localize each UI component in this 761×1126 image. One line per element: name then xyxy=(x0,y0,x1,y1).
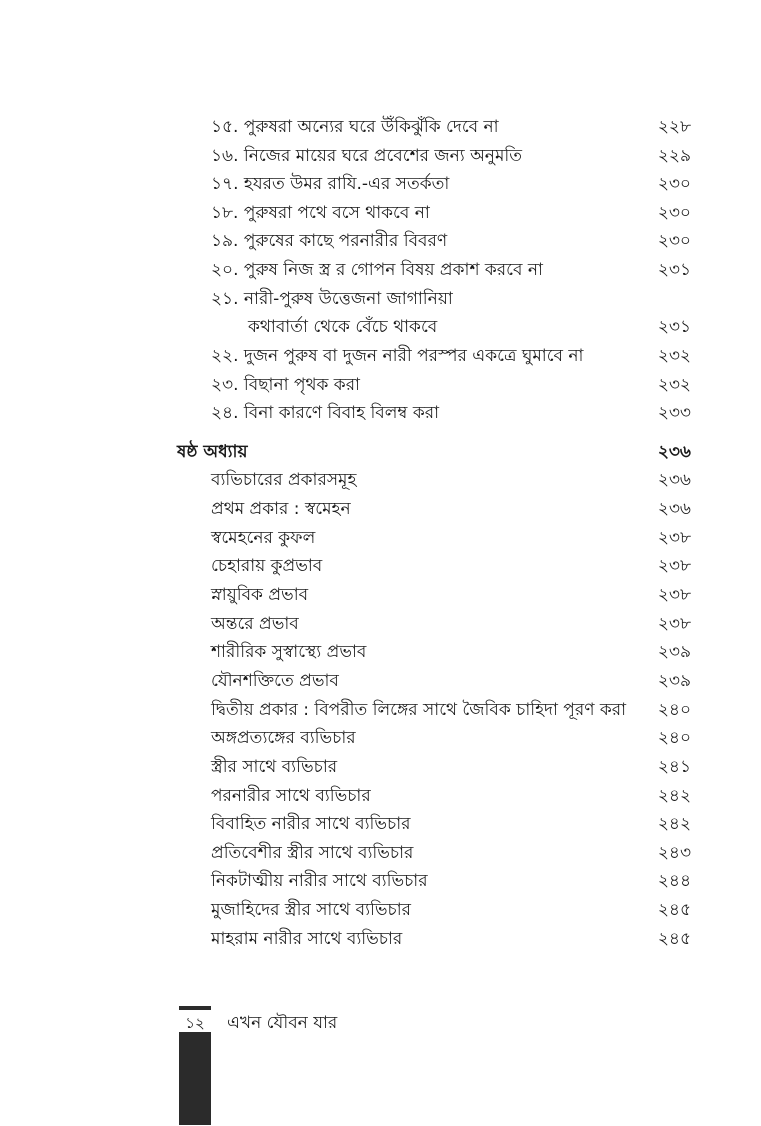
toc-entry-title: ২৩. বিছানা পৃথক করা xyxy=(211,375,360,395)
toc-entry[interactable] xyxy=(211,638,691,666)
toc-entry-title: ২২. দুজন পুরুষ বা দুজন নারী পরস্পর একত্রে ঘুমাবে না xyxy=(211,346,584,366)
toc-entry-title: ২১. নারী-পুরুষ উত্তেজনা জাগানিয়া xyxy=(211,289,453,309)
toc-entry-page: ২৩৮ xyxy=(657,614,691,634)
toc-entry[interactable] xyxy=(211,113,691,141)
toc-entry-title: দ্বিতীয় প্রকার : বিপরীত লিঙ্গের সাথে জৈবিক চাহিদা পূরণ করা xyxy=(211,700,627,720)
toc-entry-page: ২৪৫ xyxy=(657,929,691,949)
toc-entry[interactable] xyxy=(211,342,691,370)
toc-entry-page: ২৪০ xyxy=(657,700,691,720)
toc-entry-page: ২৩৮ xyxy=(657,528,691,548)
toc-entry-page: ২৩৯ xyxy=(657,642,691,662)
toc-entry[interactable] xyxy=(211,810,691,838)
toc-entry[interactable] xyxy=(211,867,691,895)
toc-entry-title: অঙ্গপ্রত্যঙ্গের ব্যভিচার xyxy=(211,728,356,748)
toc-entry-page: ২৩০ xyxy=(657,174,691,194)
toc-entry-page: ২৩৬ xyxy=(657,470,691,490)
toc-entry-page: ২২৮ xyxy=(657,117,691,137)
toc-entry-page: ২৪৪ xyxy=(657,871,691,891)
toc-entry-page: ২৩৩ xyxy=(657,403,691,423)
toc-entry-title: ১৭. হযরত উমর রাযি.-এর সতর্কতা xyxy=(211,174,450,194)
toc-entry[interactable] xyxy=(211,371,691,399)
toc-entry-page: ২৪৩ xyxy=(657,843,691,863)
toc-entry-page: ২৩২ xyxy=(657,346,691,366)
toc-entry-page: ২৩১ xyxy=(657,260,691,280)
toc-entry[interactable] xyxy=(211,581,691,609)
toc-entry[interactable] xyxy=(211,724,691,752)
toc-entry[interactable] xyxy=(211,170,691,198)
toc-entry-page: ২৩০ xyxy=(657,203,691,223)
toc-entry-page: ২৪২ xyxy=(657,786,691,806)
toc-entry-title: স্বমেহনের কুফল xyxy=(211,528,316,548)
toc-entry[interactable] xyxy=(211,925,691,953)
toc-entry[interactable] xyxy=(211,524,691,552)
page-footer xyxy=(179,1006,479,1126)
toc-entry[interactable] xyxy=(211,667,691,695)
toc-entry-title: অন্তরে প্রভাব xyxy=(211,614,299,634)
toc-entry-title: ২০. পুরুষ নিজ স্ত্র র গোপন বিষয় প্রকাশ করবে না xyxy=(211,260,543,280)
toc-entry-title: মাহরাম নারীর সাথে ব্যভিচার xyxy=(211,929,403,949)
toc-entry-title: চেহারায় কুপ্রভাব xyxy=(211,556,323,576)
toc-entry-title: ১৬. নিজের মায়ের ঘরে প্রবেশের জন্য অনুমতি xyxy=(211,146,522,166)
toc-entry[interactable] xyxy=(211,399,691,427)
toc-entry[interactable] xyxy=(211,256,691,284)
toc-entry[interactable] xyxy=(211,839,691,867)
toc-entry-title: ১৮. পুরুষরা পথে বসে থাকবে না xyxy=(211,203,430,223)
toc-entry-page: ২৩৯ xyxy=(657,671,691,691)
book-title: এখন যৌবন যার xyxy=(227,1013,338,1033)
toc-entry[interactable] xyxy=(211,466,691,494)
toc-entry-page: ২৪০ xyxy=(657,728,691,748)
toc-entry[interactable] xyxy=(211,495,691,523)
toc-entry-page: ২৪৫ xyxy=(657,900,691,920)
toc-entry-title: ব্যভিচারের প্রকারসমূহ xyxy=(211,470,357,490)
toc-entry-title: ২৪. বিনা কারণে বিবাহ বিলম্ব করা xyxy=(211,403,440,423)
chapter-page: ২৩৬ xyxy=(657,442,691,462)
toc-entry-title: যৌনশক্তিতে প্রভাব xyxy=(211,671,339,691)
toc-entry[interactable] xyxy=(211,552,691,580)
toc-entry-page: ২৩২ xyxy=(657,375,691,395)
toc-entry[interactable] xyxy=(211,782,691,810)
toc-entry-continuation[interactable] xyxy=(248,313,691,341)
toc-entry[interactable] xyxy=(211,227,691,255)
toc-entry-title: ১৫. পুরুষরা অন্যের ঘরে উঁকিঝুঁকি দেবে না xyxy=(211,117,499,137)
toc-entry-page: ২৪২ xyxy=(657,814,691,834)
toc-entry-title: প্রথম প্রকার : স্বমেহন xyxy=(211,499,351,519)
toc-entry-title: মুজাহিদের স্ত্রীর সাথে ব্যভিচার xyxy=(211,900,411,920)
toc-entry-title: প্রতিবেশীর স্ত্রীর সাথে ব্যভিচার xyxy=(211,843,414,863)
toc-entry[interactable] xyxy=(211,199,691,227)
toc-entry-title: শারীরিক সুস্বাস্থ্যে প্রভাব xyxy=(211,642,367,662)
toc-entry[interactable] xyxy=(211,753,691,781)
toc-entry-title: বিবাহিত নারীর সাথে ব্যভিচার xyxy=(211,814,411,834)
toc-entry-title: নিকটাত্মীয় নারীর সাথে ব্যভিচার xyxy=(211,871,428,891)
chapter-heading[interactable] xyxy=(177,438,691,466)
toc-entry-page: ২৩০ xyxy=(657,231,691,251)
toc-entry[interactable] xyxy=(211,610,691,638)
toc-entry-title: ১৯. পুরুষের কাছে পরনারীর বিবরণ xyxy=(211,231,448,251)
page-number: ১২ xyxy=(179,1006,211,1032)
toc-entry[interactable] xyxy=(211,696,691,724)
toc-entry-page: ২২৯ xyxy=(657,146,691,166)
toc-entry-page: ২৩৬ xyxy=(657,499,691,519)
toc-entry-title: পরনারীর সাথে ব্যভিচার xyxy=(211,786,371,806)
toc-entry-title: স্নায়ুবিক প্রভাব xyxy=(211,585,309,605)
toc-entry[interactable] xyxy=(211,142,691,170)
toc-entry[interactable] xyxy=(211,285,691,313)
toc-entry-page: ২৩১ xyxy=(657,317,691,337)
chapter-title: ষষ্ঠ অধ্যায় xyxy=(177,442,248,462)
toc-entry-page: ২৪১ xyxy=(657,757,691,777)
toc-entry-page: ২৩৮ xyxy=(657,585,691,605)
toc-entry-page: ২৩৮ xyxy=(657,556,691,576)
toc-entry[interactable] xyxy=(211,896,691,924)
toc-entry-title: কথাবার্তা থেকে বেঁচে থাকবে xyxy=(248,317,438,337)
toc-entry-title: স্ত্রীর সাথে ব্যভিচার xyxy=(211,757,338,777)
